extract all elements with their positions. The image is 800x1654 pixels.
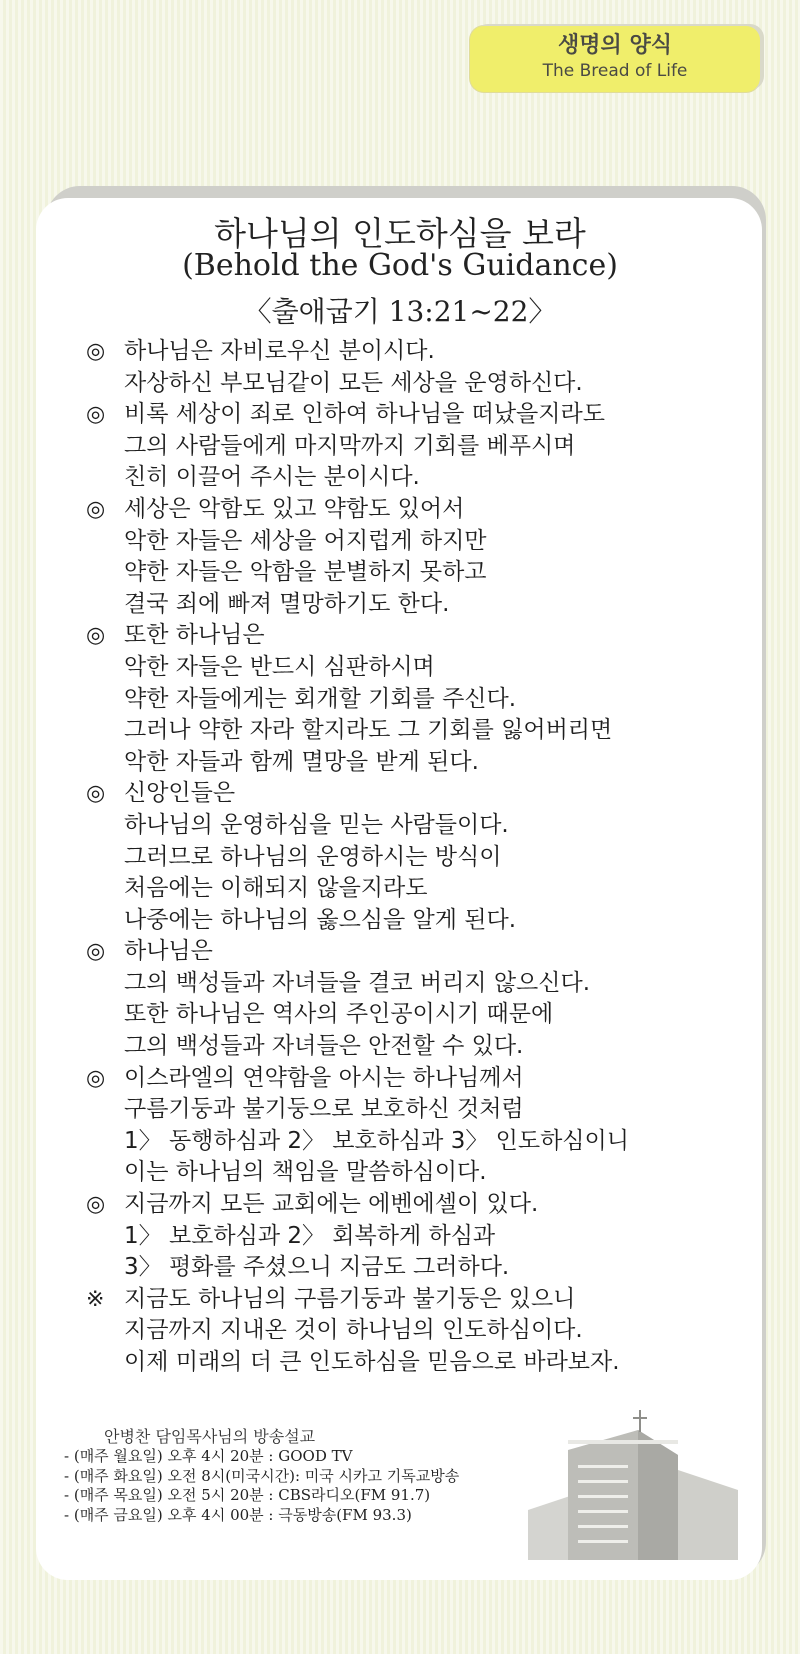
bullet-mark: ◎: [86, 496, 106, 522]
sermon-line: 그의 사람들에게 마지막까지 기회를 베푸시며: [124, 432, 576, 459]
sermon-point: [86, 778, 746, 936]
sermon-point: [86, 1063, 746, 1189]
sermon-line: 그러나 약한 자라 할지라도 그 기회를 잃어버리면: [124, 717, 613, 744]
sermon-point: [86, 336, 746, 399]
sermon-line: 이스라엘의 연약함을 아시는 하나님께서: [124, 1064, 524, 1091]
bullet-mark: ◎: [86, 939, 106, 965]
sermon-line: 처음에는 이해되지 않을지라도: [124, 875, 428, 902]
sermon-line: 1〉 동행하심과 2〉 보호하심과 3〉 인도하심이니: [124, 1127, 629, 1154]
sermon-points: [86, 336, 746, 1379]
sermon-line: 그의 백성들과 자녀들을 결코 버리지 않으신다.: [124, 969, 591, 996]
sermon-line: 신앙인들은: [124, 780, 236, 807]
sermon-line: 악한 자들은 세상을 어지럽게 하지만: [124, 527, 487, 554]
sermon-line: 하나님은: [124, 938, 213, 965]
sermon-point: [86, 494, 746, 620]
sermon-line: 그러므로 하나님의 운영하시는 방식이: [124, 843, 502, 870]
sermon-line: 이는 하나님의 책임을 말씀하심이다.: [124, 1159, 487, 1186]
sermon-title-korean: 하나님의 인도하심을 보라: [214, 214, 586, 253]
scripture-reference: 〈출애굽기 13:21~22〉: [243, 295, 557, 328]
sermon-line: 나중에는 하나님의 옳으심을 알게 된다.: [124, 906, 517, 933]
bullet-mark: ◎: [86, 402, 106, 428]
broadcast-title: 안병찬 담임목사님의 방송설교: [104, 1427, 316, 1446]
sermon-line: 구름기둥과 불기둥으로 보호하신 것처럼: [124, 1096, 524, 1123]
bullet-mark: ◎: [86, 623, 106, 649]
sermon-line: 자상하신 부모님같이 모든 세상을 운영하신다.: [124, 369, 583, 396]
schedule-row: - (매주 금요일) 오후 4시 00분 : 극동방송(FM 93.3): [64, 1505, 412, 1524]
sermon-line: 악한 자들과 함께 멸망을 받게 된다.: [124, 748, 479, 775]
schedule-row: - (매주 화요일) 오전 8시(미국시간): 미국 시카고 기독교방송: [64, 1466, 460, 1485]
sermon-line: 지금도 하나님의 구름기둥과 불기둥은 있으니: [124, 1285, 576, 1312]
bullet-mark: ※: [86, 1286, 105, 1312]
bullet-mark: ◎: [86, 781, 106, 807]
broadcast-schedule: [64, 1447, 459, 1525]
sermon-line: 하나님의 운영하심을 믿는 사람들이다.: [124, 811, 509, 838]
sermon-line: 악한 자들은 반드시 심판하시며: [124, 653, 435, 680]
sermon-line: 세상은 악함도 있고 약함도 있어서: [124, 495, 465, 522]
sermon-line: 하나님은 자비로우신 분이시다.: [124, 338, 435, 364]
sermon-point: [86, 1284, 746, 1379]
bullet-mark: ◎: [86, 339, 106, 364]
sermon-title-english: (Behold the God's Guidance): [182, 248, 618, 283]
sermon-point: [86, 399, 746, 494]
section-tab-korean: 생명의 양식: [558, 33, 672, 58]
sermon-point: [86, 936, 746, 1062]
sermon-point: [86, 620, 746, 778]
sermon-line: 약한 자들은 악함을 분별하지 못하고: [124, 559, 487, 586]
sermon-line: 친히 이끌어 주시는 분이시다.: [124, 464, 420, 491]
sermon-line: 지금까지 모든 교회에는 에벤에셀이 있다.: [124, 1191, 539, 1218]
sermon-line: 결국 죄에 빠져 멸망하기도 한다.: [124, 590, 450, 617]
sermon-line: 3〉 평화를 주셨으니 지금도 그러하다.: [124, 1254, 510, 1281]
sermon-line: 약한 자들에게는 회개할 기회를 주신다.: [124, 685, 517, 712]
sermon-line: 또한 하나님은 역사의 주인공이시기 때문에: [124, 1001, 554, 1028]
sermon-point: [86, 1189, 746, 1284]
sermon-line: 1〉 보호하심과 2〉 회복하게 하심과: [124, 1222, 496, 1249]
schedule-row: - (매주 월요일) 오후 4시 20분 : GOOD TV: [64, 1447, 353, 1465]
church-building-image: [528, 1410, 738, 1560]
sermon-line: 그의 백성들과 자녀들은 안전할 수 있다.: [124, 1033, 524, 1060]
sermon-line: 이제 미래의 더 큰 인도하심을 믿음으로 바라보자.: [124, 1349, 620, 1375]
section-tab: [470, 26, 760, 92]
bullet-mark: ◎: [86, 1065, 106, 1091]
section-tab-english: The Bread of Life: [542, 61, 688, 81]
sermon-line: 비록 세상이 죄로 인하여 하나님을 떠났을지라도: [124, 401, 605, 428]
schedule-row: - (매주 목요일) 오전 5시 20분 : CBS라디오(FM 91.7): [64, 1486, 431, 1504]
sermon-line: 또한 하나님은: [124, 622, 265, 649]
sermon-line: 지금까지 지내온 것이 하나님의 인도하심이다.: [124, 1317, 583, 1344]
bullet-mark: ◎: [86, 1192, 106, 1218]
